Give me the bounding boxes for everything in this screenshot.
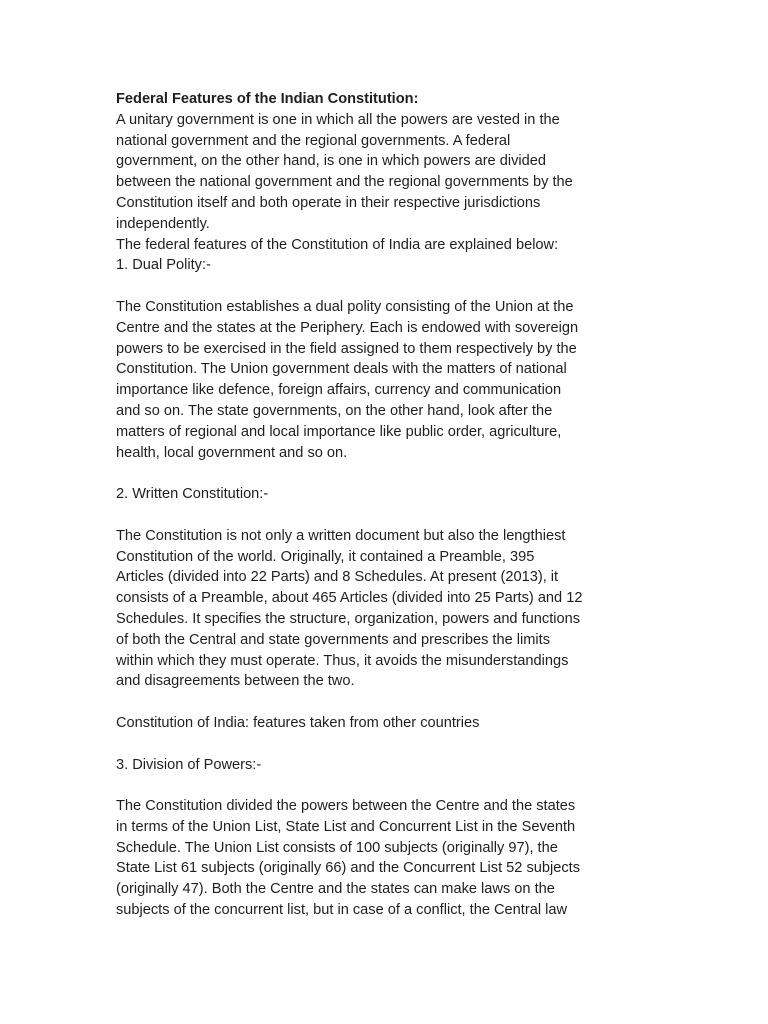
blank-line <box>116 276 656 297</box>
paragraph-line: The Constitution divided the powers between the Centre and the states <box>116 798 576 815</box>
paragraph-line: (originally 47). Both the Centre and the states can make laws on the <box>116 881 555 898</box>
paragraph-line: Schedule. The Union List consists of 100 subjects (originally 97), the <box>116 839 558 856</box>
paragraph-line: within which they must operate. Thus, it avoids the misunderstandings <box>116 652 569 669</box>
document-page <box>116 89 656 921</box>
paragraph-line: subjects of the concurrent list, but in case of a conflict, the Central law <box>116 902 568 919</box>
paragraph-line: Constitution. The Union government deals with the matters of national <box>116 361 567 378</box>
paragraph-line: Constitution of the world. Originally, it contained a Preamble, 395 <box>116 548 535 565</box>
blank-line <box>116 775 656 796</box>
paragraph-line: consists of a Preamble, about 465 Articles (divided into 25 Parts) and 12 <box>116 590 583 607</box>
paragraph-line: in terms of the Union List, State List and Concurrent List in the Seventh <box>116 818 576 835</box>
section-heading-division-of-powers: 3. Division of Powers:- <box>116 756 262 773</box>
paragraph-line: of both the Central and state governments and prescribes the limits <box>116 631 550 648</box>
paragraph-line: and disagreements between the two. <box>116 673 355 690</box>
related-topic-line: Constitution of India: features taken from other countries <box>116 714 480 731</box>
paragraph-line: Schedules. It specifies the structure, organization, powers and functions <box>116 610 581 627</box>
paragraph-line: The Constitution establishes a dual polity consisting of the Union at the <box>116 298 574 315</box>
intro-line: Constitution itself and both operate in their respective jurisdictions <box>116 194 541 211</box>
section-heading-dual-polity: 1. Dual Polity:- <box>116 257 211 274</box>
blank-line <box>116 692 656 713</box>
intro-line: between the national government and the regional governments by the <box>116 174 573 191</box>
paragraph-line: importance like defence, foreign affairs, currency and communication <box>116 382 562 399</box>
paragraph-line: State List 61 subjects (originally 66) and the Concurrent List 52 subjects <box>116 860 581 877</box>
intro-line: The federal features of the Constitution of India are explained below: <box>116 236 559 253</box>
document-title: Federal Features of the Indian Constitution: <box>116 91 419 107</box>
paragraph-line: and so on. The state governments, on the other hand, look after the <box>116 402 553 419</box>
blank-line <box>116 734 656 755</box>
paragraph-line: matters of regional and local importance like public order, agriculture, <box>116 423 562 440</box>
intro-line: independently. <box>116 215 210 232</box>
paragraph-line: Articles (divided into 22 Parts) and 8 Schedules. At present (2013), it <box>116 569 559 586</box>
section-heading-written-constitution: 2. Written Constitution:- <box>116 486 269 503</box>
blank-line <box>116 463 656 484</box>
paragraph-line: The Constitution is not only a written document but also the lengthiest <box>116 527 566 544</box>
blank-line <box>116 505 656 526</box>
paragraph-line: powers to be exercised in the field assigned to them respectively by the <box>116 340 577 357</box>
paragraph-line: health, local government and so on. <box>116 444 348 461</box>
intro-line: A unitary government is one in which all the powers are vested in the <box>116 111 560 128</box>
intro-line: national government and the regional governments. A federal <box>116 132 511 149</box>
paragraph-line: Centre and the states at the Periphery. Each is endowed with sovereign <box>116 319 579 336</box>
intro-line: government, on the other hand, is one in which powers are divided <box>116 153 546 170</box>
